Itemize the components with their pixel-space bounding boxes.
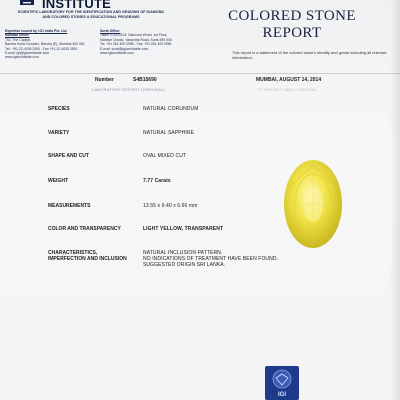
institute-subtitle: SCIENTIFIC LABORATORY FOR THE IDENTIFICATION AND GRADING OF DIAMOND AND COLORED STONES & EDUCATIONAL PROGRAMS <box>17 10 165 19</box>
detail-label: SHAPE AND CUT <box>48 153 89 159</box>
detail-value: SUGGESTED ORIGIN SRI LANKA. <box>143 262 226 268</box>
report-title <box>200 8 384 42</box>
report-title-line1: COLORED STONE <box>228 8 356 24</box>
detail-value: OVAL MIXED CUT <box>143 153 187 159</box>
detail-value: 13.55 x 9.40 x 6.66 mm <box>143 203 198 209</box>
report-subheader-row <box>0 86 400 96</box>
surat-line: Taken G.1/G1104, Diamond World, 1st Floor, <box>100 33 168 38</box>
mumbai-line: Tel.: +91-22-4035 2550 - Fax +91-22-4035 2551 <box>5 46 78 51</box>
detail-label: IMPERFECTION AND INCLUSION <box>48 256 127 262</box>
detail-label: WEIGHT <box>48 178 68 184</box>
seal-text: IGI <box>277 392 287 398</box>
surat-office-address <box>100 29 180 55</box>
paper-edge <box>390 0 400 400</box>
detail-label: MEASUREMENTS <box>48 203 91 209</box>
mumbai-line: E-mail: igi@igiworldwide.com <box>5 51 50 56</box>
detail-value: NATURAL CORUNDUM <box>143 106 199 112</box>
surat-office-label: Surat Office: <box>100 29 121 33</box>
detail-value: LIGHT YELLOW, TRANSPARENT <box>143 226 224 232</box>
detail-value: NO INDICATIONS OF TREATMENT HAVE BEEN FOUND. <box>143 256 279 262</box>
report-header <box>0 0 400 70</box>
mumbai-line: Bandra Kurla Complex, Bandra (E), Mumbai 400 051. <box>5 42 86 47</box>
surat-line: E-mail: surat@igiworldwide.com <box>100 46 149 51</box>
mumbai-line: 702, The Capital, <box>5 37 31 42</box>
mumbai-office-label: Mumbai Office: <box>5 33 30 38</box>
expertise-line: Expertise issued by I.G.I India Pvt. Ltd. <box>5 29 68 33</box>
gemstone-photo <box>281 157 345 251</box>
detail-label: CHARACTERISTICS, <box>48 250 98 256</box>
detail-value: NATURAL INCLUSION PATTERN. <box>143 250 223 256</box>
report-id-row <box>0 73 400 86</box>
report-number: S4B15690 <box>133 77 157 83</box>
mumbai-office-address <box>5 29 100 60</box>
report-place-date: MUMBAI, AUGUST 14, 2014 <box>256 77 322 83</box>
lab-report-label: LABORATORY REPORT (ORIGINAL) <box>92 87 165 92</box>
detail-label: VARIETY <box>48 130 70 136</box>
institute-logo-icon <box>20 0 34 8</box>
institute-name: INSTITUTE <box>42 0 111 11</box>
mumbai-line: www.igiworldwide.com <box>5 55 39 60</box>
surat-line: www.igiworldwide.com <box>100 51 134 56</box>
surat-line: Tel. +91 261 400 0985 - Fax: +91 261 400 0981 <box>100 42 172 47</box>
to-whom-label: TO WHOM IT MAY CONCERN <box>257 87 317 92</box>
surat-line: Mahavir Chowk, Varachha Road, Surat 395 006 <box>100 37 172 42</box>
detail-value: 7.77 Carats <box>143 178 171 184</box>
report-description: This report is a statement of the colored stone's identity and grade including all relevant information. <box>232 50 387 60</box>
detail-value: NATURAL SAPPHIRE <box>143 130 195 136</box>
seal-icon <box>265 366 299 400</box>
detail-label: SPECIES <box>48 106 70 112</box>
number-label: Number <box>95 77 114 83</box>
report-title-line2: REPORT <box>262 25 322 41</box>
detail-label: COLOR AND TRANSPARENCY <box>48 226 121 232</box>
